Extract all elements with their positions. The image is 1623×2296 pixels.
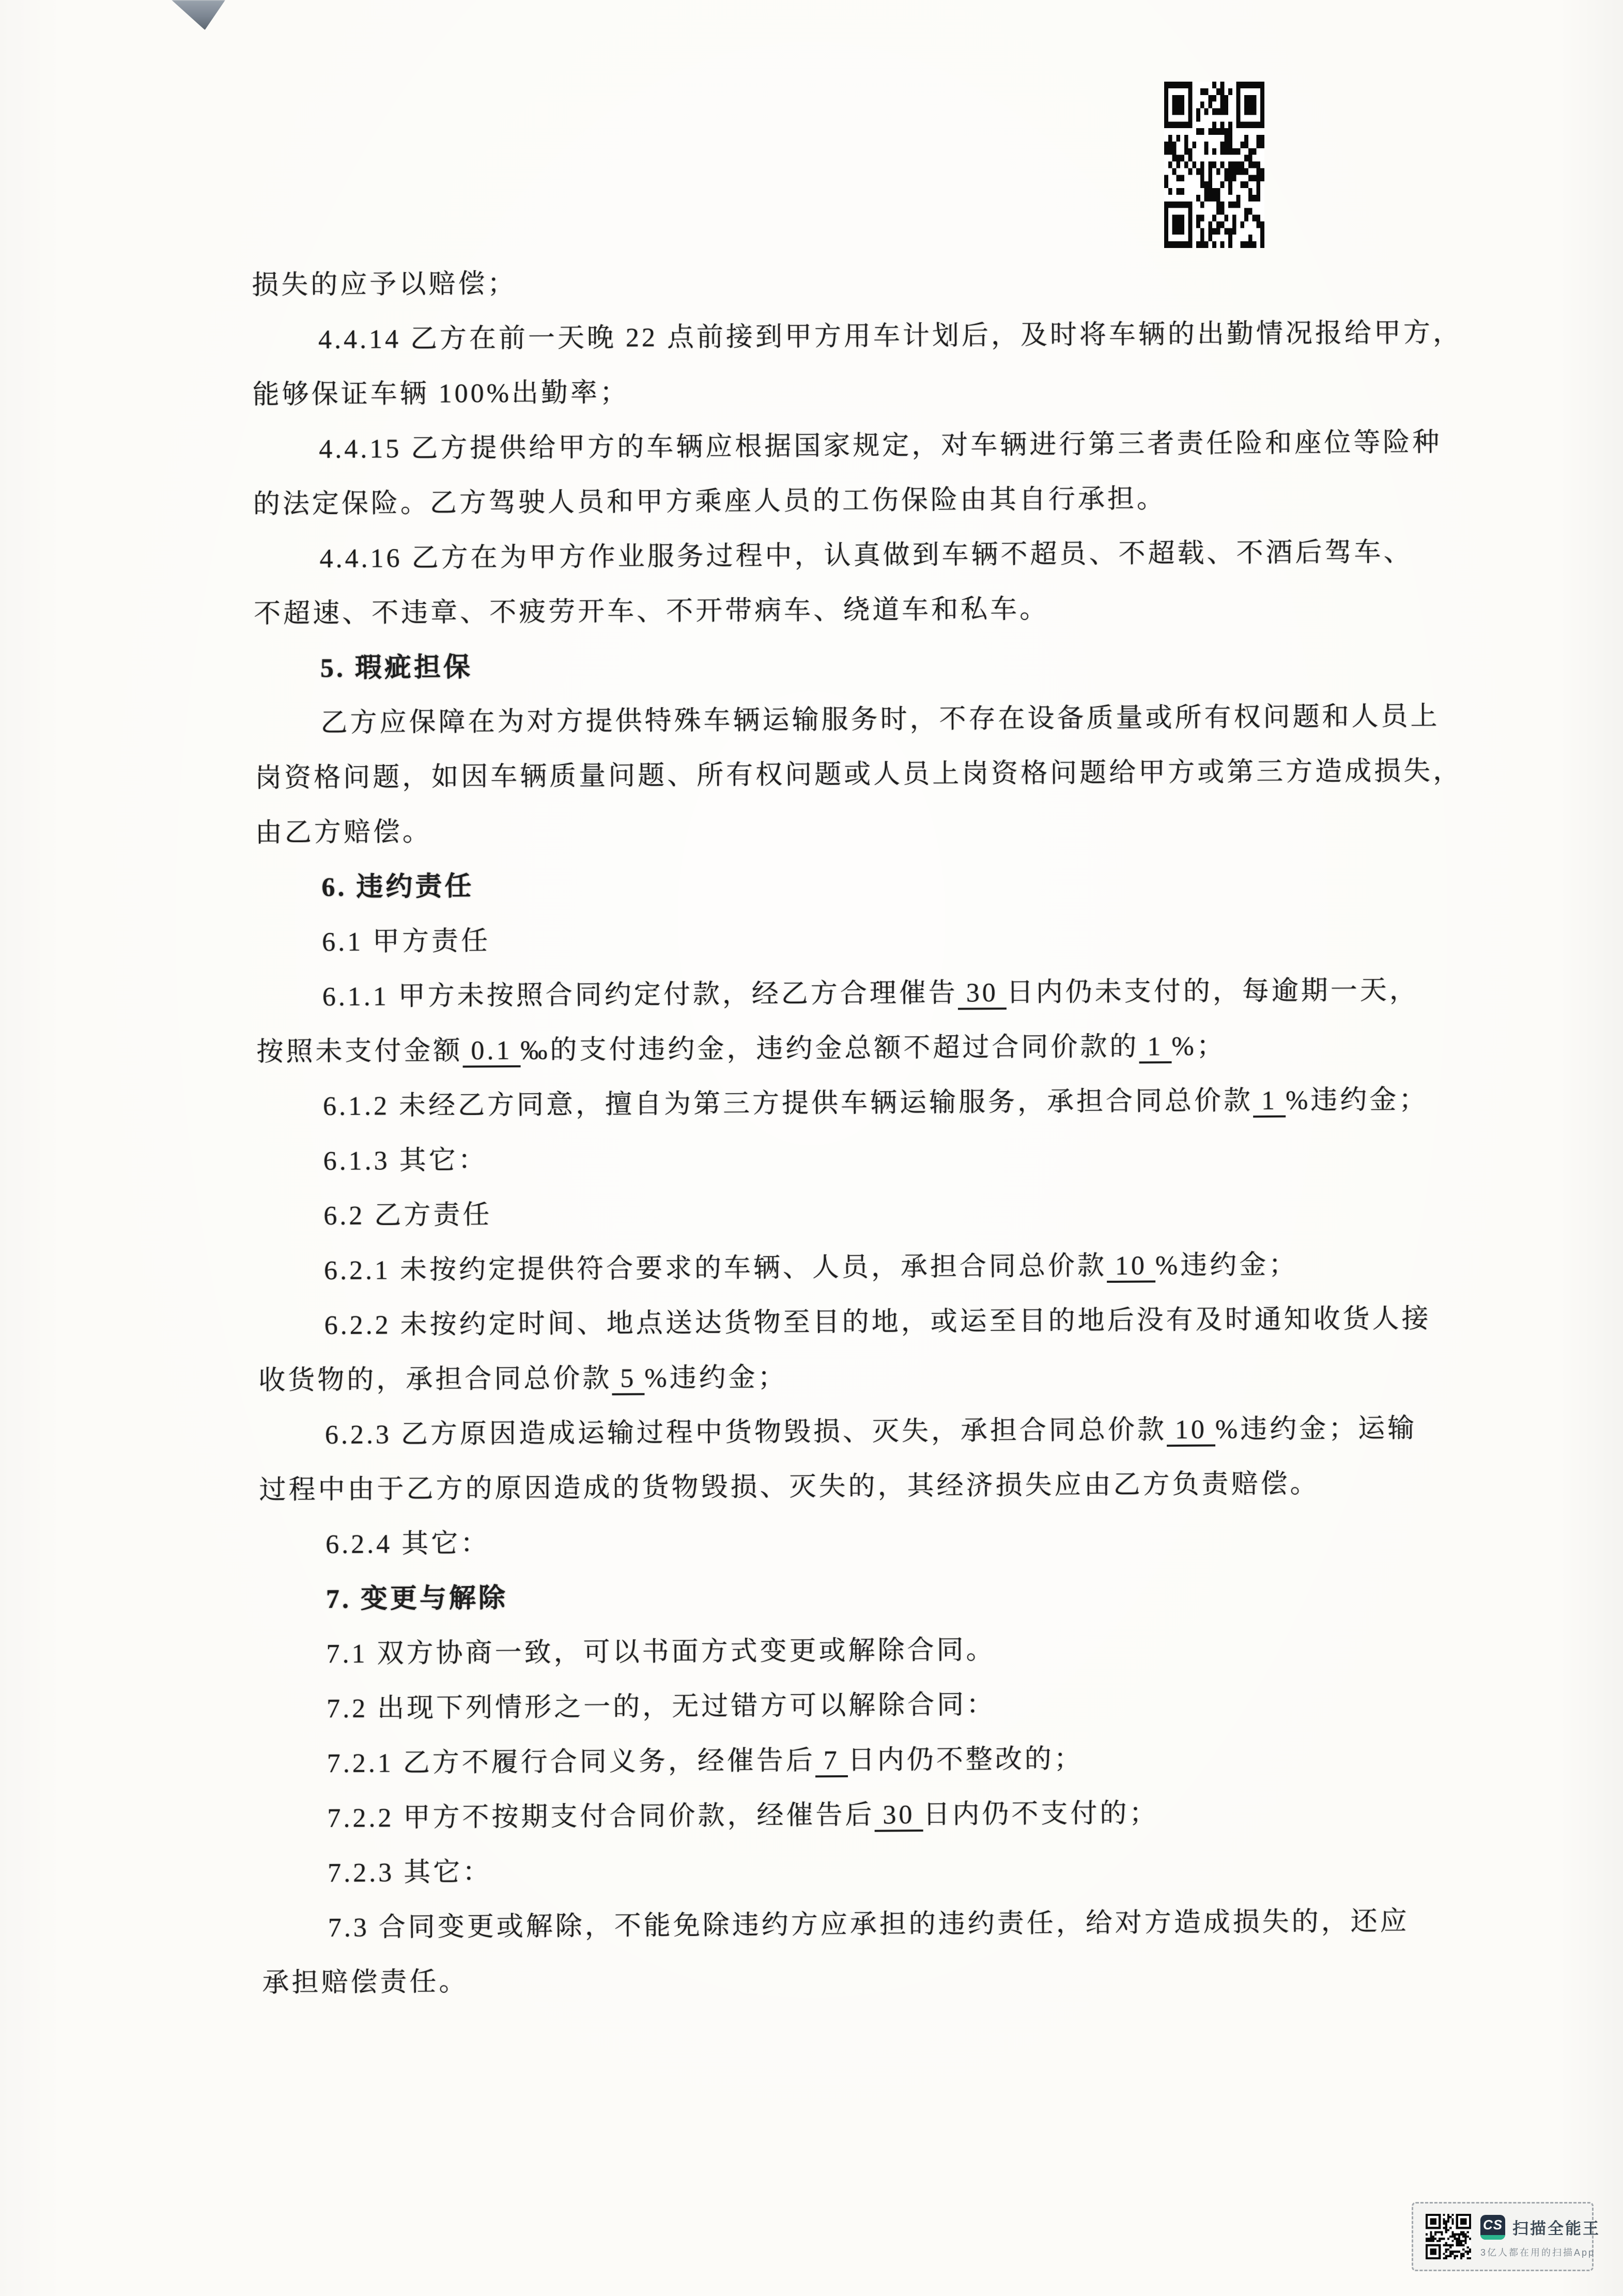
cs-logo-text: CS [1482,2216,1503,2232]
filled-blank: 30 [874,1800,923,1832]
text-line: 7.2.3 其它： [327,1857,492,1888]
watermark-text-block [1480,2215,1600,2259]
text-line: 按照未支付金额 0.1 ‰的支付违约金，违约金总额不超过合同价款的 1 %； [256,1031,1226,1067]
text-line: 6.2 乙方责任 [323,1200,492,1231]
text-line: 7.1 双方协商一致，可以书面方式变更或解除合同。 [326,1635,996,1669]
text-line: 过程中由于乙方的原因造成的货物毁损、灭失的，其经济损失应由乙方负责赔偿。 [259,1469,1320,1505]
text-line: 6.1.2 未经乙方同意，擅自为第三方提供车辆运输服务，承担合同总价款 1 %违约金； [322,1085,1429,1122]
text-line: 7.2 出现下列情形之一的，无过错方可以解除合同： [326,1690,996,1724]
filled-blank: 7 [815,1746,848,1777]
text-line: 不超速、不违章、不疲劳开车、不开带病车、绕道车和私车。 [254,594,1049,629]
filled-blank: 10 [1107,1251,1155,1283]
filled-blank: 5 [612,1363,644,1395]
text-line: 6.2.1 未按约定提供符合要求的车辆、人员，承担合同总价款 10 %违约金； [323,1250,1299,1286]
text-line: 6.2.4 其它： [326,1529,490,1560]
qr-code-svg [1164,82,1264,248]
cs-logo-accent-bar [1480,2235,1505,2240]
text-line: 由乙方赔偿。 [255,817,432,848]
text-line: 7.2.1 乙方不履行合同义务，经催告后 7 日内仍不整改的； [327,1744,1084,1779]
watermark-logo-row [1480,2215,1600,2240]
text-line: 6.1.3 其它： [323,1145,488,1176]
camscanner-logo-icon [1480,2215,1505,2240]
qr-code [1164,82,1264,248]
watermark-qr-svg [1426,2214,1471,2259]
text-line: 承担赔偿责任。 [262,1967,469,1998]
camscanner-watermark [1412,2202,1600,2271]
text-line: 乙方应保障在为对方提供特殊车辆运输服务时，不存在设备质量或所有权问题和人员上 [320,701,1440,738]
text-line: 7. 变更与解除 [326,1584,508,1615]
filled-blank: 1 [1139,1032,1171,1063]
text-line: 能够保证车辆 100%出勤率； [252,378,630,410]
text-line: 6. 违约责任 [321,872,474,903]
text-line: 的法定保险。乙方驾驶人员和甲方乘座人员的工伤保险由其自行承担。 [253,484,1167,519]
text-line: 4.4.16 乙方在为甲方作业服务过程中，认真做到车辆不超员、不超载、不酒后驾车、 [319,537,1413,574]
filled-blank: 1 [1253,1086,1286,1118]
watermark-subtitle: 3亿人都在用的扫描App [1480,2247,1596,2258]
watermark-title: 扫描全能王 [1512,2220,1600,2238]
text-line: 4.4.14 乙方在前一天晚 22 点前接到甲方用车计划后，及时将车辆的出勤情况报给甲方， [318,318,1463,355]
scan-artifact [172,0,225,30]
filled-blank: 30 [958,978,1007,1010]
text-line: 损失的应予以赔偿； [252,269,517,300]
text-line: 收货物的，承担合同总价款 5 %违约金； [258,1362,787,1395]
filled-blank: 0.1 [462,1036,520,1068]
watermark-qr-code [1426,2214,1471,2259]
filled-blank: 10 [1167,1415,1215,1447]
text-line: 6.2.3 乙方原因造成运输过程中货物毁损、灭失，承担合同总价款 10 %违约金；运输 [324,1414,1417,1450]
text-line: 5. 瑕疵担保 [320,653,473,684]
text-line: 6.1 甲方责任 [321,926,491,957]
text-line: 7.2.2 甲方不按期支付合同价款，经催告后 30 日内仍不支付的； [327,1798,1159,1834]
text-layer [252,251,1513,2011]
text-line: 4.4.15 乙方提供给甲方的车辆应根据国家规定，对车辆进行第三者责任险和座位等险种 [319,427,1442,464]
text-line: 岗资格问题，如因车辆质量问题、所有权问题或人员上岗资格问题给甲方或第三方造成损失， [254,756,1463,793]
text-line: 7.3 合同变更或解除，不能免除违约方应承担的违约责任，给对方造成损失的，还应 [328,1906,1410,1943]
text-line: 6.2.2 未按约定时间、地点送达货物至目的地，或运至目的地后没有及时通知收货人接 [324,1304,1431,1341]
text-line: 6.1.1 甲方未按照合同约定付款，经乙方合理催告 30 日内仍未支付的，每逾期一天， [322,975,1419,1012]
